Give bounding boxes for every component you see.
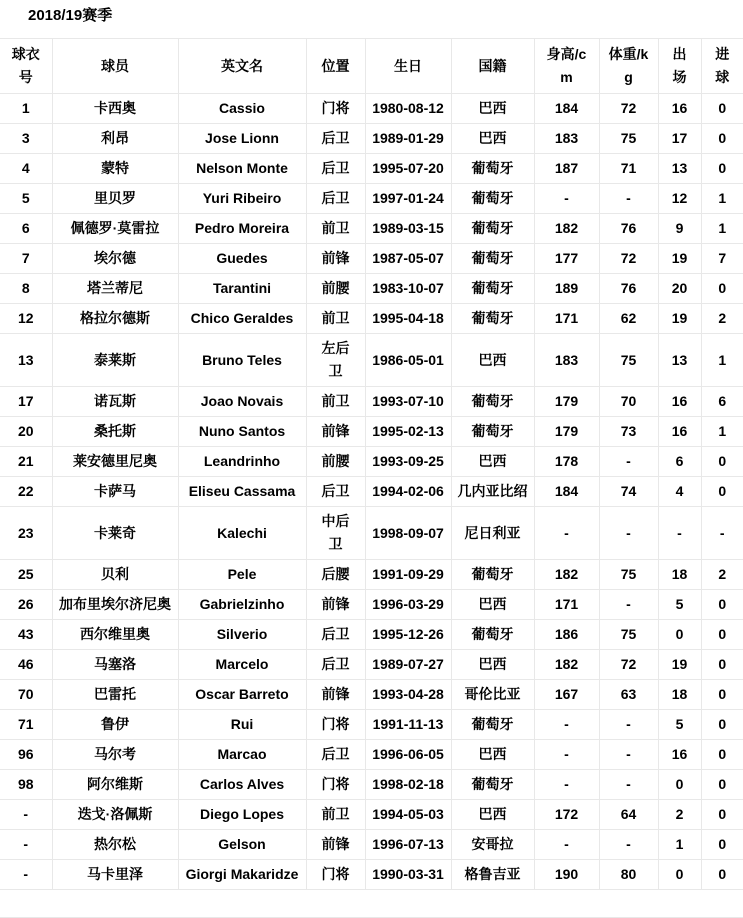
cell-height: 171 xyxy=(534,590,599,620)
player-row xyxy=(0,214,743,244)
cell-height: 190 xyxy=(534,860,599,890)
cell-english-name: Eliseu Cassama xyxy=(178,477,306,507)
cell-weight: 64 xyxy=(599,800,658,830)
player-stats-table xyxy=(0,38,743,890)
cell-player-name: 热尔松 xyxy=(52,830,178,860)
cell-nationality: 葡萄牙 xyxy=(451,560,534,590)
cell-birthday: 1994-05-03 xyxy=(365,800,451,830)
cell-weight: 73 xyxy=(599,417,658,447)
cell-english-name: Chico Geraldes xyxy=(178,304,306,334)
cell-player-name: 塔兰蒂尼 xyxy=(52,274,178,304)
player-row xyxy=(0,244,743,274)
cell-english-name: Cassio xyxy=(178,94,306,124)
cell-weight: - xyxy=(599,590,658,620)
cell-goals: 0 xyxy=(701,740,743,770)
cell-goals: 2 xyxy=(701,304,743,334)
cell-weight: 63 xyxy=(599,680,658,710)
cell-height: 179 xyxy=(534,387,599,417)
cell-height: 171 xyxy=(534,304,599,334)
cell-goals: 1 xyxy=(701,214,743,244)
cell-nationality: 格鲁吉亚 xyxy=(451,860,534,890)
cell-player-name: 佩德罗·莫雷拉 xyxy=(52,214,178,244)
cell-jersey-number: 23 xyxy=(0,507,52,560)
player-row xyxy=(0,417,743,447)
cell-goals: 0 xyxy=(701,860,743,890)
cell-nationality: 葡萄牙 xyxy=(451,154,534,184)
cell-appearances: 13 xyxy=(658,334,701,387)
player-row xyxy=(0,770,743,800)
cell-position: 后卫 xyxy=(306,620,365,650)
cell-nationality: 几内亚比绍 xyxy=(451,477,534,507)
cell-weight: - xyxy=(599,830,658,860)
player-row xyxy=(0,304,743,334)
cell-appearances: 6 xyxy=(658,447,701,477)
player-row xyxy=(0,94,743,124)
player-row xyxy=(0,274,743,304)
cell-nationality: 葡萄牙 xyxy=(451,244,534,274)
cell-player-name: 桑托斯 xyxy=(52,417,178,447)
cell-jersey-number: 4 xyxy=(0,154,52,184)
cell-goals: 0 xyxy=(701,650,743,680)
cell-birthday: 1993-07-10 xyxy=(365,387,451,417)
cell-appearances: 2 xyxy=(658,800,701,830)
header-row xyxy=(0,39,743,94)
cell-nationality: 葡萄牙 xyxy=(451,770,534,800)
cell-appearances: 16 xyxy=(658,94,701,124)
cell-position: 后腰 xyxy=(306,560,365,590)
player-row xyxy=(0,680,743,710)
cell-birthday: 1991-11-13 xyxy=(365,710,451,740)
cell-nationality: 葡萄牙 xyxy=(451,417,534,447)
cell-english-name: Joao Novais xyxy=(178,387,306,417)
cell-english-name: Nuno Santos xyxy=(178,417,306,447)
cell-birthday: 1996-03-29 xyxy=(365,590,451,620)
cell-weight: 75 xyxy=(599,560,658,590)
cell-weight: 72 xyxy=(599,650,658,680)
column-header-weight: 体重/kg xyxy=(599,39,658,94)
cell-player-name: 卡西奥 xyxy=(52,94,178,124)
cell-goals: 7 xyxy=(701,244,743,274)
cell-goals: 0 xyxy=(701,124,743,154)
cell-nationality: 巴西 xyxy=(451,650,534,680)
cell-birthday: 1996-07-13 xyxy=(365,830,451,860)
cell-goals: 0 xyxy=(701,620,743,650)
cell-height: - xyxy=(534,770,599,800)
column-header-jersey-number: 球衣号 xyxy=(0,39,52,94)
cell-goals: 0 xyxy=(701,274,743,304)
cell-jersey-number: 8 xyxy=(0,274,52,304)
cell-english-name: Kalechi xyxy=(178,507,306,560)
cell-birthday: 1990-03-31 xyxy=(365,860,451,890)
player-row xyxy=(0,507,743,560)
cell-player-name: 马尔考 xyxy=(52,740,178,770)
cell-birthday: 1995-07-20 xyxy=(365,154,451,184)
cell-english-name: Tarantini xyxy=(178,274,306,304)
cell-jersey-number: 20 xyxy=(0,417,52,447)
column-header-appearances: 出场 xyxy=(658,39,701,94)
cell-nationality: 葡萄牙 xyxy=(451,387,534,417)
player-row xyxy=(0,154,743,184)
cell-goals: 6 xyxy=(701,387,743,417)
cell-appearances: 5 xyxy=(658,710,701,740)
cell-position: 门将 xyxy=(306,860,365,890)
cell-nationality: 巴西 xyxy=(451,447,534,477)
cell-height: 179 xyxy=(534,417,599,447)
cell-birthday: 1998-09-07 xyxy=(365,507,451,560)
cell-goals: 0 xyxy=(701,680,743,710)
cell-player-name: 巴雷托 xyxy=(52,680,178,710)
cell-appearances: 19 xyxy=(658,650,701,680)
cell-weight: 72 xyxy=(599,244,658,274)
cell-weight: - xyxy=(599,710,658,740)
cell-player-name: 迭戈·洛佩斯 xyxy=(52,800,178,830)
player-row xyxy=(0,560,743,590)
cell-position: 前卫 xyxy=(306,800,365,830)
cell-appearances: 12 xyxy=(658,184,701,214)
cell-appearances: 1 xyxy=(658,830,701,860)
cell-jersey-number: 13 xyxy=(0,334,52,387)
player-row xyxy=(0,650,743,680)
cell-weight: 80 xyxy=(599,860,658,890)
cell-player-name: 马塞洛 xyxy=(52,650,178,680)
cell-english-name: Rui xyxy=(178,710,306,740)
table-header xyxy=(0,39,743,94)
cell-birthday: 1998-02-18 xyxy=(365,770,451,800)
cell-english-name: Gabrielzinho xyxy=(178,590,306,620)
cell-goals: 2 xyxy=(701,560,743,590)
cell-player-name: 蒙特 xyxy=(52,154,178,184)
cell-nationality: 巴西 xyxy=(451,124,534,154)
cell-birthday: 1991-09-29 xyxy=(365,560,451,590)
cell-nationality: 巴西 xyxy=(451,590,534,620)
cell-goals: 0 xyxy=(701,800,743,830)
cell-goals: 0 xyxy=(701,830,743,860)
cell-height: 178 xyxy=(534,447,599,477)
cell-height: - xyxy=(534,830,599,860)
cell-jersey-number: 7 xyxy=(0,244,52,274)
player-row xyxy=(0,447,743,477)
cell-position: 后卫 xyxy=(306,124,365,154)
column-header-english-name: 英文名 xyxy=(178,39,306,94)
cell-birthday: 1989-03-15 xyxy=(365,214,451,244)
cell-weight: 75 xyxy=(599,124,658,154)
player-row xyxy=(0,184,743,214)
cell-birthday: 1980-08-12 xyxy=(365,94,451,124)
cell-height: 182 xyxy=(534,560,599,590)
cell-position: 后卫 xyxy=(306,154,365,184)
cell-nationality: 葡萄牙 xyxy=(451,274,534,304)
cell-position: 后卫 xyxy=(306,184,365,214)
cell-height: 172 xyxy=(534,800,599,830)
cell-appearances: 13 xyxy=(658,154,701,184)
cell-player-name: 阿尔维斯 xyxy=(52,770,178,800)
cell-english-name: Giorgi Makaridze xyxy=(178,860,306,890)
cell-player-name: 泰莱斯 xyxy=(52,334,178,387)
cell-position: 前锋 xyxy=(306,417,365,447)
cell-position: 后卫 xyxy=(306,477,365,507)
cell-goals: 0 xyxy=(701,154,743,184)
cell-weight: - xyxy=(599,507,658,560)
cell-weight: - xyxy=(599,184,658,214)
cell-goals: 0 xyxy=(701,770,743,800)
cell-position: 门将 xyxy=(306,710,365,740)
cell-nationality: 安哥拉 xyxy=(451,830,534,860)
cell-goals: 0 xyxy=(701,477,743,507)
cell-birthday: 1996-06-05 xyxy=(365,740,451,770)
cell-english-name: Gelson xyxy=(178,830,306,860)
cell-goals: 0 xyxy=(701,94,743,124)
cell-jersey-number: 70 xyxy=(0,680,52,710)
cell-jersey-number: - xyxy=(0,860,52,890)
cell-position: 后卫 xyxy=(306,650,365,680)
cell-birthday: 1989-01-29 xyxy=(365,124,451,154)
cell-appearances: 19 xyxy=(658,244,701,274)
cell-jersey-number: 96 xyxy=(0,740,52,770)
cell-nationality: 巴西 xyxy=(451,334,534,387)
cell-jersey-number: 25 xyxy=(0,560,52,590)
cell-position: 前锋 xyxy=(306,830,365,860)
cell-height: 183 xyxy=(534,334,599,387)
cell-jersey-number: 43 xyxy=(0,620,52,650)
cell-appearances: 0 xyxy=(658,620,701,650)
cell-weight: 74 xyxy=(599,477,658,507)
cell-player-name: 加布里埃尔济尼奥 xyxy=(52,590,178,620)
cell-appearances: 5 xyxy=(658,590,701,620)
cell-player-name: 莱安德里尼奥 xyxy=(52,447,178,477)
player-row xyxy=(0,830,743,860)
cell-player-name: 埃尔德 xyxy=(52,244,178,274)
cell-nationality: 尼日利亚 xyxy=(451,507,534,560)
cell-height: 189 xyxy=(534,274,599,304)
cell-player-name: 利昂 xyxy=(52,124,178,154)
cell-english-name: Marcao xyxy=(178,740,306,770)
cell-birthday: 1995-04-18 xyxy=(365,304,451,334)
cell-jersey-number: 1 xyxy=(0,94,52,124)
cell-english-name: Pele xyxy=(178,560,306,590)
cell-birthday: 1995-02-13 xyxy=(365,417,451,447)
cell-english-name: Guedes xyxy=(178,244,306,274)
cell-jersey-number: 5 xyxy=(0,184,52,214)
cell-weight: 71 xyxy=(599,154,658,184)
player-row xyxy=(0,477,743,507)
cell-position: 前锋 xyxy=(306,590,365,620)
cell-birthday: 1987-05-07 xyxy=(365,244,451,274)
cell-goals: 1 xyxy=(701,184,743,214)
cell-position: 门将 xyxy=(306,770,365,800)
cell-jersey-number: 98 xyxy=(0,770,52,800)
column-header-birthday: 生日 xyxy=(365,39,451,94)
cell-birthday: 1986-05-01 xyxy=(365,334,451,387)
player-row xyxy=(0,800,743,830)
cell-birthday: 1993-09-25 xyxy=(365,447,451,477)
cell-english-name: Marcelo xyxy=(178,650,306,680)
table-body xyxy=(0,94,743,890)
cell-weight: 75 xyxy=(599,620,658,650)
cell-player-name: 里贝罗 xyxy=(52,184,178,214)
cell-position: 前卫 xyxy=(306,387,365,417)
column-header-height: 身高/cm xyxy=(534,39,599,94)
cell-jersey-number: 26 xyxy=(0,590,52,620)
cell-height: - xyxy=(534,184,599,214)
column-header-position: 位置 xyxy=(306,39,365,94)
player-row xyxy=(0,740,743,770)
cell-appearances: 20 xyxy=(658,274,701,304)
cell-english-name: Jose Lionn xyxy=(178,124,306,154)
cell-english-name: Silverio xyxy=(178,620,306,650)
cell-nationality: 葡萄牙 xyxy=(451,710,534,740)
cell-height: 177 xyxy=(534,244,599,274)
cell-birthday: 1983-10-07 xyxy=(365,274,451,304)
cell-appearances: 0 xyxy=(658,770,701,800)
cell-appearances: 18 xyxy=(658,560,701,590)
cell-appearances: 19 xyxy=(658,304,701,334)
player-row xyxy=(0,620,743,650)
cell-nationality: 巴西 xyxy=(451,800,534,830)
cell-appearances: 0 xyxy=(658,860,701,890)
cell-position: 前腰 xyxy=(306,447,365,477)
cell-birthday: 1995-12-26 xyxy=(365,620,451,650)
cell-appearances: 16 xyxy=(658,417,701,447)
cell-position: 门将 xyxy=(306,94,365,124)
cell-nationality: 巴西 xyxy=(451,740,534,770)
cell-jersey-number: 6 xyxy=(0,214,52,244)
column-header-player-name: 球员 xyxy=(52,39,178,94)
cell-weight: 62 xyxy=(599,304,658,334)
cell-height: 184 xyxy=(534,94,599,124)
cell-weight: 76 xyxy=(599,214,658,244)
cell-appearances: 16 xyxy=(658,387,701,417)
player-row xyxy=(0,590,743,620)
cell-height: - xyxy=(534,740,599,770)
player-row xyxy=(0,387,743,417)
cell-english-name: Diego Lopes xyxy=(178,800,306,830)
cell-birthday: 1993-04-28 xyxy=(365,680,451,710)
cell-birthday: 1994-02-06 xyxy=(365,477,451,507)
cell-english-name: Bruno Teles xyxy=(178,334,306,387)
player-row xyxy=(0,124,743,154)
cell-height: 187 xyxy=(534,154,599,184)
cell-goals: 0 xyxy=(701,590,743,620)
cell-english-name: Leandrinho xyxy=(178,447,306,477)
cell-position: 前锋 xyxy=(306,244,365,274)
cell-player-name: 格拉尔德斯 xyxy=(52,304,178,334)
cell-nationality: 哥伦比亚 xyxy=(451,680,534,710)
cell-position: 左后卫 xyxy=(306,334,365,387)
cell-jersey-number: 17 xyxy=(0,387,52,417)
cell-nationality: 巴西 xyxy=(451,94,534,124)
cell-player-name: 马卡里泽 xyxy=(52,860,178,890)
cell-english-name: Yuri Ribeiro xyxy=(178,184,306,214)
cell-player-name: 贝利 xyxy=(52,560,178,590)
cell-appearances: 4 xyxy=(658,477,701,507)
cell-appearances: - xyxy=(658,507,701,560)
cell-player-name: 诺瓦斯 xyxy=(52,387,178,417)
cell-goals: 1 xyxy=(701,334,743,387)
cell-height: 183 xyxy=(534,124,599,154)
cell-height: - xyxy=(534,507,599,560)
cell-jersey-number: - xyxy=(0,830,52,860)
player-row xyxy=(0,334,743,387)
cell-nationality: 葡萄牙 xyxy=(451,214,534,244)
cell-jersey-number: 71 xyxy=(0,710,52,740)
cell-weight: 76 xyxy=(599,274,658,304)
cell-player-name: 鲁伊 xyxy=(52,710,178,740)
cell-jersey-number: 3 xyxy=(0,124,52,154)
cell-goals: 0 xyxy=(701,710,743,740)
column-header-goals: 进球 xyxy=(701,39,743,94)
cell-height: 182 xyxy=(534,214,599,244)
column-header-nationality: 国籍 xyxy=(451,39,534,94)
cell-weight: - xyxy=(599,447,658,477)
cell-jersey-number: 22 xyxy=(0,477,52,507)
cell-weight: 70 xyxy=(599,387,658,417)
cell-player-name: 卡萨马 xyxy=(52,477,178,507)
cell-goals: 0 xyxy=(701,447,743,477)
cell-player-name: 卡莱奇 xyxy=(52,507,178,560)
cell-english-name: Pedro Moreira xyxy=(178,214,306,244)
cell-jersey-number: - xyxy=(0,800,52,830)
cell-birthday: 1997-01-24 xyxy=(365,184,451,214)
player-row xyxy=(0,710,743,740)
player-row xyxy=(0,860,743,890)
cell-height: 167 xyxy=(534,680,599,710)
cell-appearances: 17 xyxy=(658,124,701,154)
cell-weight: 75 xyxy=(599,334,658,387)
cell-jersey-number: 12 xyxy=(0,304,52,334)
cell-position: 前卫 xyxy=(306,214,365,244)
cell-birthday: 1989-07-27 xyxy=(365,650,451,680)
cell-english-name: Carlos Alves xyxy=(178,770,306,800)
cell-height: 184 xyxy=(534,477,599,507)
cell-appearances: 18 xyxy=(658,680,701,710)
cell-position: 后卫 xyxy=(306,740,365,770)
cell-goals: - xyxy=(701,507,743,560)
cell-weight: - xyxy=(599,740,658,770)
cell-nationality: 葡萄牙 xyxy=(451,620,534,650)
cell-appearances: 9 xyxy=(658,214,701,244)
cell-position: 前腰 xyxy=(306,274,365,304)
cell-english-name: Nelson Monte xyxy=(178,154,306,184)
cell-nationality: 葡萄牙 xyxy=(451,184,534,214)
cell-position: 前锋 xyxy=(306,680,365,710)
cell-height: - xyxy=(534,710,599,740)
cell-position: 前卫 xyxy=(306,304,365,334)
cell-goals: 1 xyxy=(701,417,743,447)
cell-weight: 72 xyxy=(599,94,658,124)
cell-jersey-number: 21 xyxy=(0,447,52,477)
cell-jersey-number: 46 xyxy=(0,650,52,680)
cell-appearances: 16 xyxy=(658,740,701,770)
season-title: 2018/19赛季 xyxy=(28,7,113,24)
cell-height: 182 xyxy=(534,650,599,680)
cell-nationality: 葡萄牙 xyxy=(451,304,534,334)
cell-weight: - xyxy=(599,770,658,800)
cell-english-name: Oscar Barreto xyxy=(178,680,306,710)
cell-height: 186 xyxy=(534,620,599,650)
cell-player-name: 西尔维里奥 xyxy=(52,620,178,650)
cell-position: 中后卫 xyxy=(306,507,365,560)
